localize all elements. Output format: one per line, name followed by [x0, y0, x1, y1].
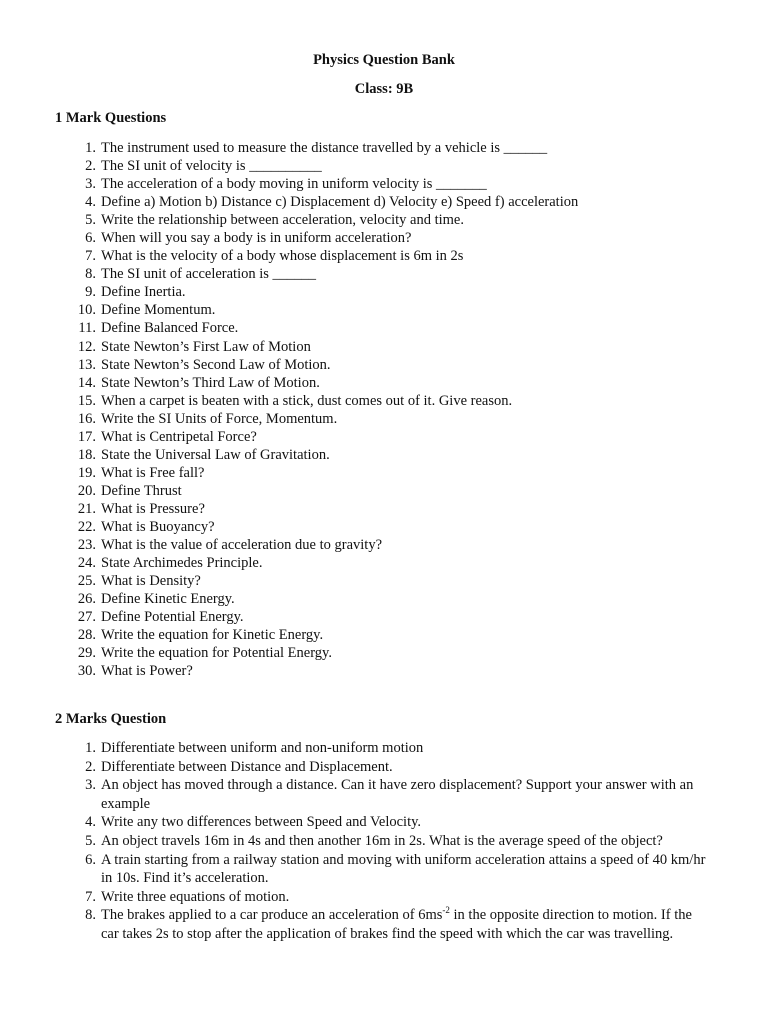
question-item: [0, 590, 768, 608]
document-title: Physics Question Bank: [313, 52, 455, 68]
question-item: [0, 739, 768, 758]
question-number: 1.: [85, 740, 96, 756]
question-number: 22.: [77, 518, 96, 535]
question-item: [0, 813, 768, 832]
question-text: State Newton’s Third Law of Motion.: [101, 374, 320, 391]
question-item: [0, 157, 768, 175]
question-text: An object travels 16m in 4s and then another 16m in 2s. What is the average speed of the object?: [101, 832, 663, 849]
question-text: [101, 907, 692, 942]
question-number: 10.: [77, 302, 96, 319]
question-text: Write the relationship between acceleration, velocity and time.: [101, 212, 464, 229]
question-number: 2.: [85, 758, 96, 775]
question-number: 13.: [77, 356, 96, 373]
unit-exponent: -2: [442, 905, 450, 916]
question-item: [0, 193, 768, 211]
question-text: Define Momentum.: [101, 302, 216, 319]
question-number: 25.: [77, 573, 96, 590]
question-text: State Newton’s Second Law of Motion.: [101, 356, 331, 373]
question-item: [0, 554, 768, 572]
question-number: 5.: [85, 832, 96, 849]
question-text: The SI unit of velocity is __________: [101, 158, 322, 175]
question-number: 12.: [77, 338, 96, 355]
question-number: 14.: [77, 374, 96, 391]
question-number: 26.: [77, 591, 96, 608]
question-text-part: The brakes applied to a car produce an acceleration of 6ms: [101, 907, 443, 924]
question-item: [0, 175, 768, 193]
question-item: [0, 229, 768, 247]
question-item: [0, 626, 768, 644]
question-item: [0, 338, 768, 356]
question-item: [0, 518, 768, 536]
question-item: [0, 410, 768, 428]
question-number: 4.: [85, 194, 96, 211]
question-item: [0, 644, 768, 662]
question-number: 8.: [85, 266, 96, 283]
question-text: A train starting from a railway station and moving with uniform acceleration attains a speed of 40 km/hr in 10s. Find it’s acceleration.: [101, 851, 706, 887]
question-number: 7.: [85, 248, 96, 265]
question-item: [0, 301, 768, 319]
question-number: 6.: [85, 851, 96, 868]
question-item: [0, 572, 768, 590]
question-item: [0, 758, 768, 777]
question-text: State Archimedes Principle.: [101, 555, 263, 572]
question-item: [0, 356, 768, 374]
question-text: The SI unit of acceleration is ______: [101, 266, 317, 283]
question-text: The acceleration of a body moving in uniform velocity is _______: [101, 176, 487, 193]
question-number: 16.: [77, 410, 96, 427]
question-text: What is Buoyancy?: [101, 518, 215, 535]
question-item: [0, 662, 768, 680]
question-number: 11.: [78, 320, 96, 337]
question-number: 9.: [85, 284, 96, 301]
question-number: 24.: [77, 555, 96, 572]
question-item: [0, 392, 768, 410]
question-text: Write any two differences between Speed and Velocity.: [101, 814, 422, 831]
question-text: Differentiate between Distance and Displacement.: [101, 758, 393, 775]
question-text: Define Potential Energy.: [101, 609, 244, 626]
question-item: [0, 888, 768, 907]
question-number: 19.: [77, 464, 96, 481]
question-number: 15.: [77, 392, 96, 409]
question-number: 8.: [85, 907, 96, 924]
question-item: [0, 500, 768, 518]
question-number: 4.: [85, 814, 96, 831]
question-number: 21.: [77, 500, 96, 517]
question-text: The instrument used to measure the distance travelled by a vehicle is ______: [101, 140, 548, 156]
question-item: [0, 851, 768, 888]
question-item: [0, 464, 768, 482]
question-text: Define Thrust: [101, 482, 182, 499]
question-item: [0, 446, 768, 464]
question-item: [0, 211, 768, 229]
question-item: [0, 139, 768, 157]
question-number: 1.: [85, 140, 96, 156]
question-item: [0, 906, 768, 943]
question-number: 28.: [77, 627, 96, 644]
question-item: [0, 265, 768, 283]
question-text: What is Centripetal Force?: [101, 428, 257, 445]
question-text: What is Density?: [101, 573, 201, 590]
question-text: What is Power?: [101, 663, 193, 680]
question-text: Write three equations of motion.: [101, 888, 290, 905]
question-number: 3.: [85, 777, 96, 794]
question-number: 17.: [77, 428, 96, 445]
question-text: Write the SI Units of Force, Momentum.: [101, 410, 338, 427]
question-number: 27.: [77, 609, 96, 626]
question-number: 20.: [77, 482, 96, 499]
question-number: 18.: [77, 446, 96, 463]
question-number: 2.: [85, 158, 96, 175]
question-text: Write the equation for Potential Energy.: [101, 645, 332, 662]
question-text: Define Inertia.: [101, 284, 186, 301]
question-text: An object has moved through a distance. Can it have zero displacement? Support your answer with an example: [101, 777, 694, 812]
question-item: [0, 832, 768, 851]
question-text: Define Balanced Force.: [101, 320, 239, 337]
question-text: What is Pressure?: [101, 500, 205, 517]
question-text: Differentiate between uniform and non-uniform motion: [101, 740, 424, 756]
question-item: [0, 536, 768, 554]
section-heading-1-mark: 1 Mark Questions: [55, 110, 167, 126]
question-item: [0, 247, 768, 265]
question-item: [0, 608, 768, 626]
question-item: [0, 283, 768, 301]
question-text: When will you say a body is in uniform acceleration?: [101, 230, 412, 247]
question-item: [0, 428, 768, 446]
question-number: 3.: [85, 176, 96, 193]
question-number: 29.: [77, 645, 96, 662]
question-text: Define a) Motion b) Distance c) Displacement d) Velocity e) Speed f) acceleration: [101, 194, 579, 211]
question-number: 23.: [77, 537, 96, 554]
question-number: 5.: [85, 212, 96, 229]
question-item: [0, 319, 768, 337]
question-number: 6.: [85, 230, 96, 247]
question-text: Write the equation for Kinetic Energy.: [101, 627, 324, 644]
question-number: 7.: [85, 888, 96, 905]
question-item: [0, 374, 768, 392]
question-text: When a carpet is beaten with a stick, dust comes out of it. Give reason.: [101, 392, 513, 409]
class-label: Class: 9B: [354, 81, 414, 97]
question-text: What is the velocity of a body whose displacement is 6m in 2s: [101, 248, 464, 265]
question-item: [0, 482, 768, 500]
question-text: Define Kinetic Energy.: [101, 591, 235, 608]
question-text: What is the value of acceleration due to gravity?: [101, 537, 383, 554]
question-text: State the Universal Law of Gravitation.: [101, 446, 330, 463]
question-list-2-marks: [0, 739, 768, 944]
question-text-part: in the opposite direction to motion. If the car takes 2s to stop after the application of brakes find the speed with which the car was travelling.: [101, 907, 692, 942]
question-item: [0, 776, 768, 813]
section-heading-2-marks: 2 Marks Question: [55, 711, 167, 727]
question-text: State Newton’s First Law of Motion: [101, 338, 311, 355]
question-number: 30.: [77, 663, 96, 680]
question-list-1-mark: [0, 139, 768, 680]
question-text: What is Free fall?: [101, 464, 205, 481]
